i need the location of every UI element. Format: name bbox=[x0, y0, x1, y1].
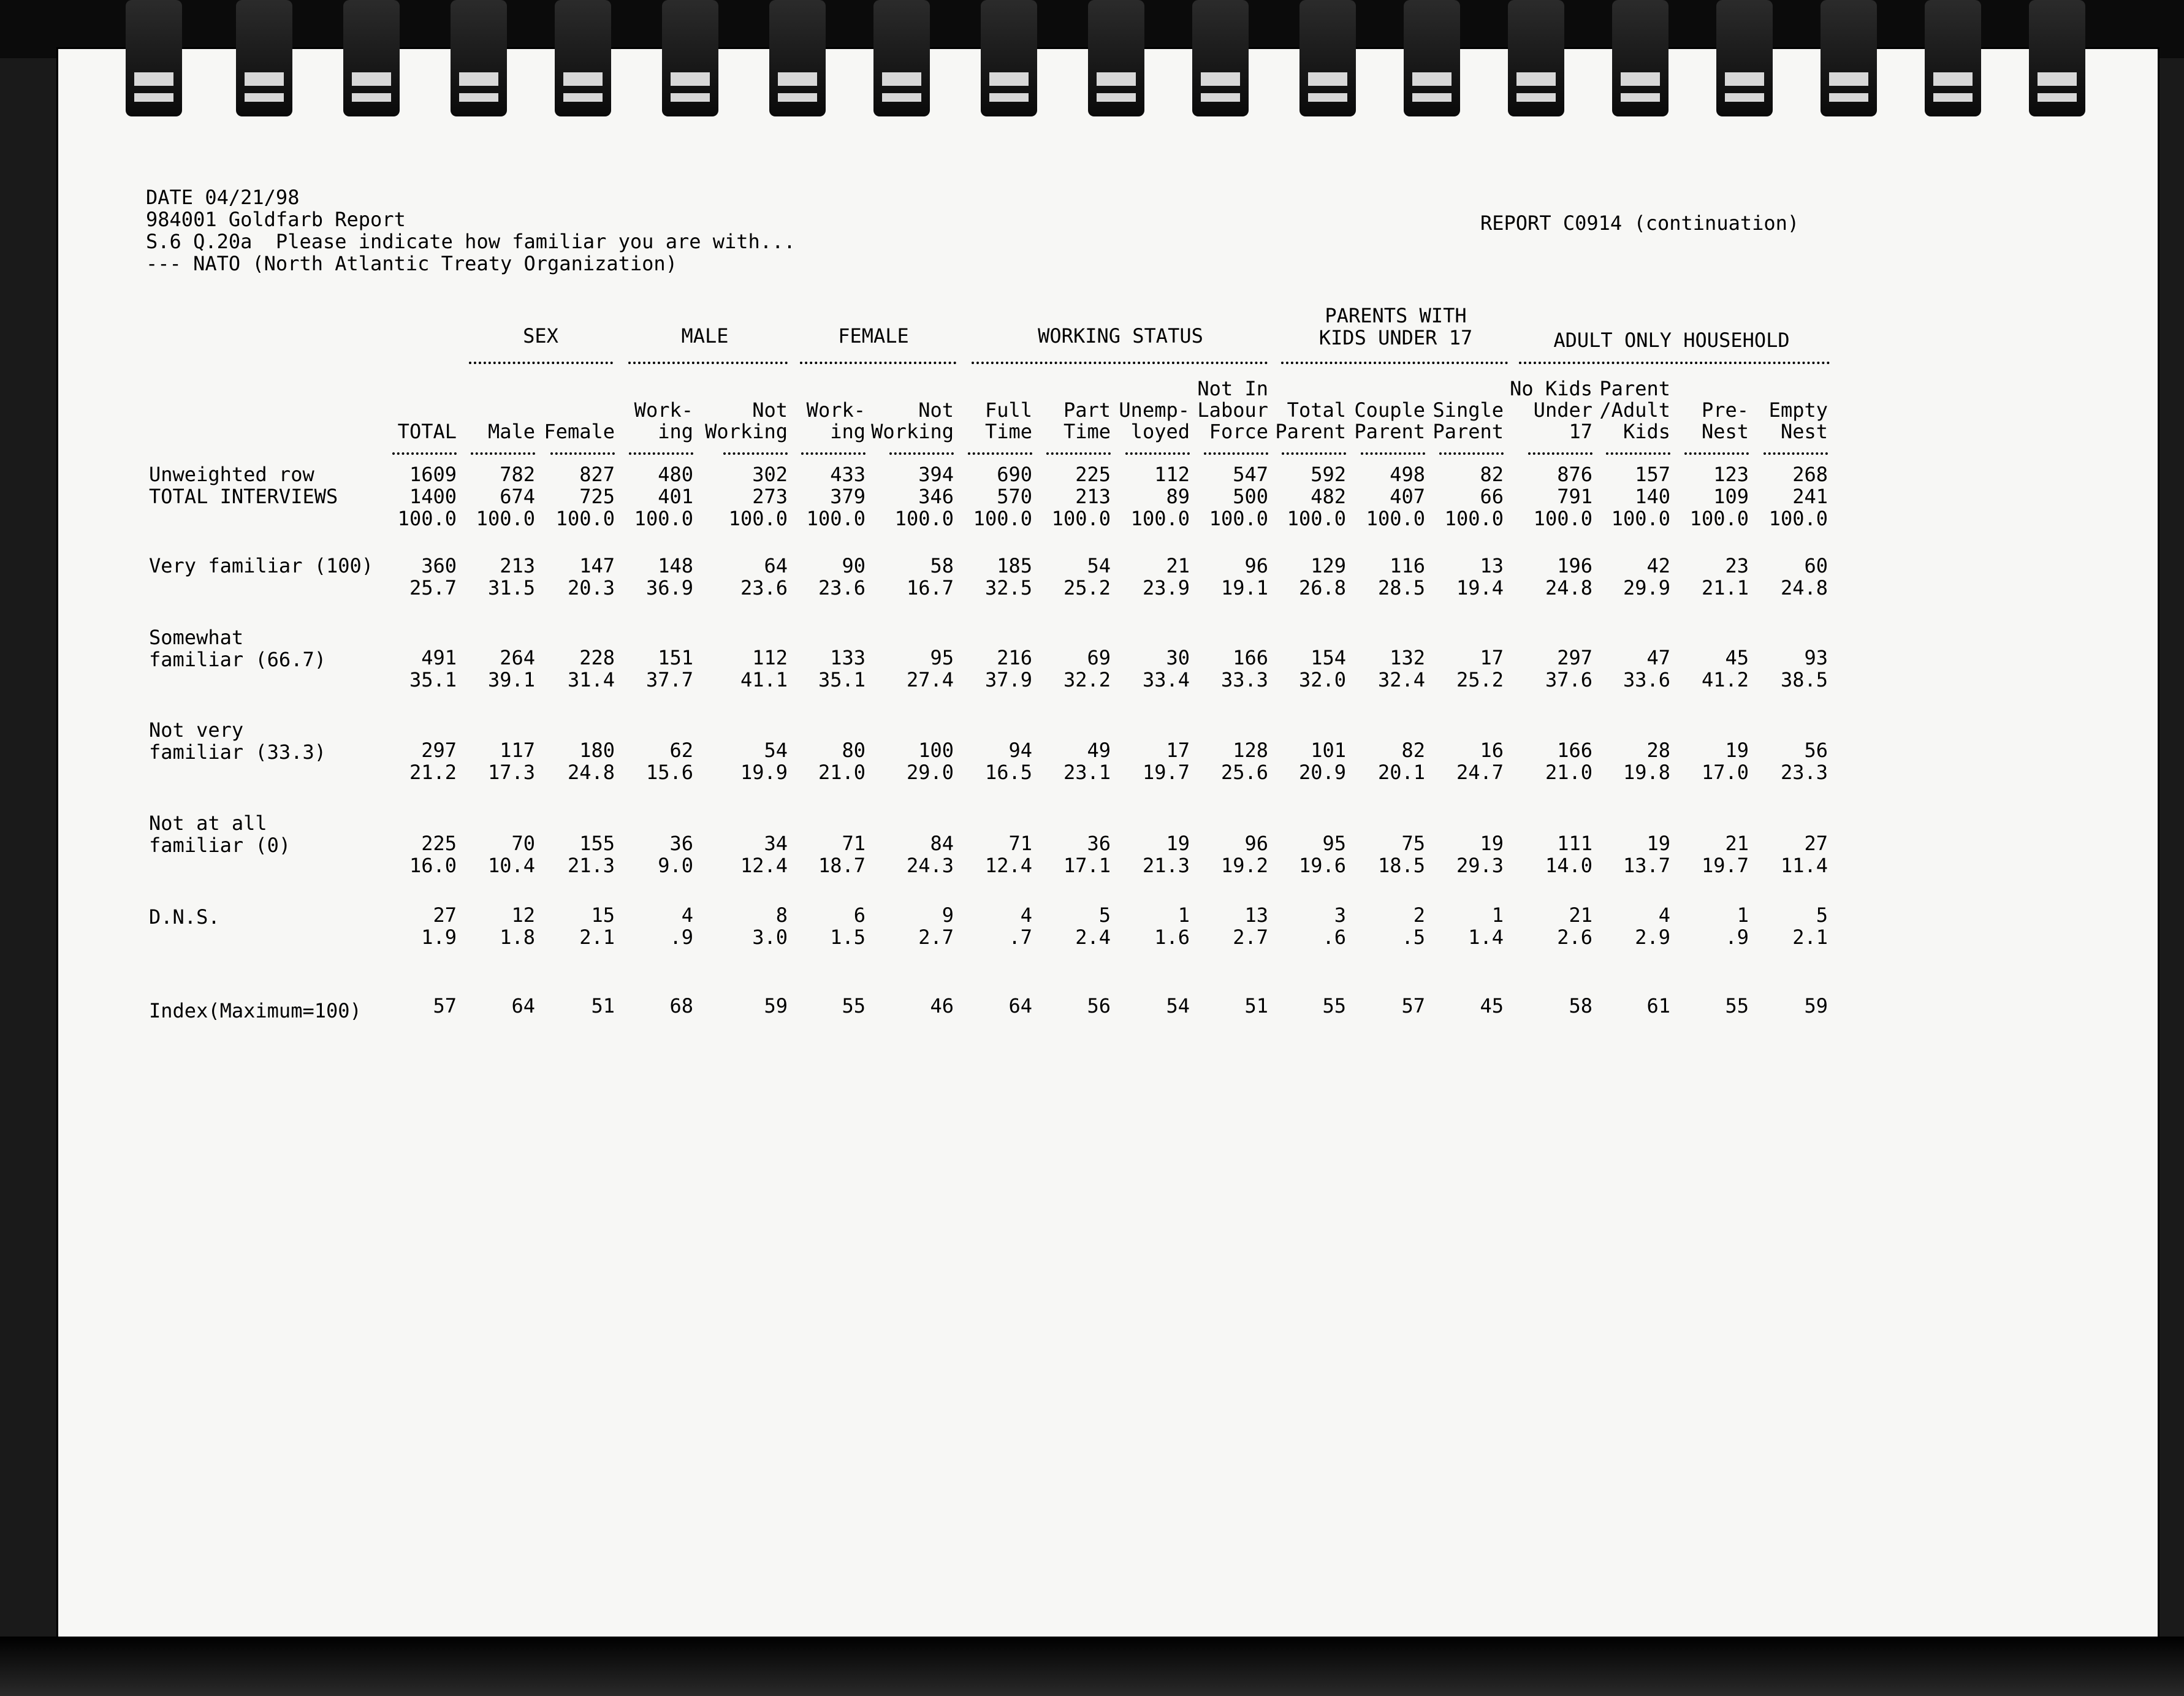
table-cell: 27 1.9 bbox=[421, 903, 457, 949]
table-cell: 128 25.6 bbox=[1220, 739, 1268, 784]
table-cell: 55 bbox=[1725, 994, 1749, 1017]
table-cell: 21 23.9 bbox=[1142, 554, 1190, 599]
column-underline bbox=[629, 452, 693, 455]
column-underline bbox=[1204, 452, 1268, 455]
table-cell: 60 24.8 bbox=[1780, 554, 1828, 599]
row-label: Index(Maximum=100) bbox=[149, 999, 362, 1022]
report-title: 984001 Goldfarb Report bbox=[146, 208, 406, 231]
table-cell: 5 2.1 bbox=[1792, 903, 1828, 949]
table-cell: 6 1.5 bbox=[830, 903, 866, 949]
table-cell: 96 19.1 bbox=[1220, 554, 1268, 599]
table-cell: 90 23.6 bbox=[818, 554, 866, 599]
table-cell: 827 725 100.0 bbox=[555, 463, 615, 530]
column-header: Female bbox=[544, 420, 615, 443]
table-cell: 51 bbox=[591, 994, 615, 1017]
table-cell: 264 39.1 bbox=[487, 646, 535, 691]
table-cell: 213 31.5 bbox=[487, 554, 535, 599]
column-underline bbox=[1684, 452, 1749, 455]
table-cell: 4 .9 bbox=[669, 903, 693, 949]
table-cell: 1609 1400 100.0 bbox=[397, 463, 457, 530]
table-cell: 498 407 100.0 bbox=[1366, 463, 1425, 530]
column-header: Couple Parent bbox=[1354, 398, 1425, 443]
column-header: Work- ing bbox=[806, 398, 866, 443]
table-cell: 17 19.7 bbox=[1142, 739, 1190, 784]
table-cell: 59 bbox=[764, 994, 788, 1017]
table-cell: 15 2.1 bbox=[579, 903, 615, 949]
table-cell: 394 346 100.0 bbox=[894, 463, 954, 530]
row-label: Unweighted row TOTAL INTERVIEWS bbox=[149, 463, 338, 508]
table-cell: 297 21.2 bbox=[409, 739, 457, 784]
table-cell: 360 25.7 bbox=[409, 554, 457, 599]
table-cell: 96 19.2 bbox=[1220, 832, 1268, 877]
column-underline bbox=[1606, 452, 1670, 455]
table-cell: 1 1.4 bbox=[1468, 903, 1504, 949]
table-cell: 123 109 100.0 bbox=[1689, 463, 1749, 530]
table-cell: 133 35.1 bbox=[818, 646, 866, 691]
column-underline bbox=[1361, 452, 1425, 455]
column-header: Parent /Adult Kids bbox=[1599, 377, 1670, 443]
report-header bbox=[146, 186, 796, 275]
table-cell: 216 37.9 bbox=[984, 646, 1032, 691]
table-cell: 23 21.1 bbox=[1701, 554, 1749, 599]
table-cell: 112 41.1 bbox=[740, 646, 788, 691]
table-cell: 95 27.4 bbox=[906, 646, 954, 691]
table-cell: 297 37.6 bbox=[1545, 646, 1592, 691]
table-cell: 49 23.1 bbox=[1063, 739, 1111, 784]
table-cell: 196 24.8 bbox=[1545, 554, 1592, 599]
table-cell: 70 10.4 bbox=[487, 832, 535, 877]
table-cell: 93 38.5 bbox=[1780, 646, 1828, 691]
column-header: Full Time bbox=[984, 398, 1032, 443]
table-cell: 147 20.3 bbox=[567, 554, 615, 599]
table-cell: 16 24.7 bbox=[1456, 739, 1504, 784]
table-cell: 13 2.7 bbox=[1233, 903, 1268, 949]
table-cell: 54 19.9 bbox=[740, 739, 788, 784]
column-header: Not In Labour Force bbox=[1197, 377, 1268, 443]
table-cell: 19 21.3 bbox=[1142, 832, 1190, 877]
column-group-label: FEMALE bbox=[838, 324, 909, 348]
table-cell: 84 24.3 bbox=[906, 832, 954, 877]
column-underline bbox=[550, 452, 615, 455]
column-group-label: SEX bbox=[523, 324, 558, 348]
table-cell: 19 17.0 bbox=[1701, 739, 1749, 784]
row-label: Not very familiar (33.3) bbox=[149, 718, 326, 764]
question-text: S.6 Q.20a Please indicate how familiar you are with... bbox=[146, 230, 796, 253]
table-cell: 56 bbox=[1087, 994, 1111, 1017]
column-group-label: PARENTS WITH KIDS UNDER 17 bbox=[1318, 304, 1473, 349]
column-group-label: ADULT ONLY HOUSEHOLD bbox=[1553, 329, 1790, 352]
group-underline bbox=[972, 362, 1268, 364]
column-underline bbox=[968, 452, 1032, 455]
table-cell: 64 bbox=[511, 994, 535, 1017]
table-cell: 45 41.2 bbox=[1701, 646, 1749, 691]
table-cell: 56 23.3 bbox=[1780, 739, 1828, 784]
table-cell: 166 21.0 bbox=[1545, 739, 1592, 784]
table-cell: 27 11.4 bbox=[1780, 832, 1828, 877]
table-cell: 71 18.7 bbox=[818, 832, 866, 877]
table-cell: 433 379 100.0 bbox=[806, 463, 866, 530]
column-underline bbox=[1282, 452, 1346, 455]
column-underline bbox=[1125, 452, 1190, 455]
table-cell: 51 bbox=[1244, 994, 1268, 1017]
report-id: REPORT C0914 (continuation) bbox=[1480, 211, 1800, 235]
table-cell: 42 29.9 bbox=[1623, 554, 1670, 599]
table-cell: 21 2.6 bbox=[1557, 903, 1592, 949]
table-cell: 228 31.4 bbox=[567, 646, 615, 691]
table-cell: 180 24.8 bbox=[567, 739, 615, 784]
table-cell: 111 14.0 bbox=[1545, 832, 1592, 877]
column-underline bbox=[801, 452, 866, 455]
table-cell: 36 17.1 bbox=[1063, 832, 1111, 877]
table-cell: 1 .9 bbox=[1725, 903, 1749, 949]
table-cell: 82 20.1 bbox=[1377, 739, 1425, 784]
table-cell: 157 140 100.0 bbox=[1611, 463, 1670, 530]
table-cell: 80 21.0 bbox=[818, 739, 866, 784]
table-cell: 54 bbox=[1166, 994, 1190, 1017]
row-label: Somewhat familiar (66.7) bbox=[149, 626, 326, 671]
table-cell: 47 33.6 bbox=[1623, 646, 1670, 691]
table-cell: 61 bbox=[1646, 994, 1670, 1017]
table-cell: 155 21.3 bbox=[567, 832, 615, 877]
table-cell: 690 570 100.0 bbox=[973, 463, 1032, 530]
table-cell: 28 19.8 bbox=[1623, 739, 1670, 784]
table-cell: 8 3.0 bbox=[752, 903, 788, 949]
table-cell: 55 bbox=[1322, 994, 1346, 1017]
table-cell: 58 bbox=[1569, 994, 1592, 1017]
table-cell: 151 37.7 bbox=[645, 646, 693, 691]
table-cell: 75 18.5 bbox=[1377, 832, 1425, 877]
column-underline bbox=[392, 452, 457, 455]
table-cell: 36 9.0 bbox=[658, 832, 693, 877]
table-cell: 64 bbox=[1008, 994, 1032, 1017]
table-cell: 19 29.3 bbox=[1456, 832, 1504, 877]
table-cell: 12 1.8 bbox=[500, 903, 535, 949]
table-cell: 82 66 100.0 bbox=[1444, 463, 1504, 530]
table-cell: 13 19.4 bbox=[1456, 554, 1504, 599]
table-cell: 480 401 100.0 bbox=[634, 463, 693, 530]
table-cell: 225 213 100.0 bbox=[1051, 463, 1111, 530]
table-cell: 46 bbox=[930, 994, 954, 1017]
column-header: Not Working bbox=[705, 398, 788, 443]
column-header: No Kids Under 17 bbox=[1510, 377, 1592, 443]
column-header: Not Working bbox=[871, 398, 954, 443]
row-label: D.N.S. bbox=[149, 905, 220, 929]
row-label: Not at all familiar (0) bbox=[149, 812, 291, 857]
group-underline bbox=[1519, 362, 1830, 364]
column-header: Single Parent bbox=[1433, 398, 1504, 443]
column-header: Unemp- loyed bbox=[1119, 398, 1190, 443]
column-group-label: WORKING STATUS bbox=[1038, 324, 1203, 348]
group-underline bbox=[469, 362, 613, 364]
column-group-label: MALE bbox=[681, 324, 729, 348]
table-cell: 68 bbox=[669, 994, 693, 1017]
column-underline bbox=[1528, 452, 1592, 455]
table-cell: 4 2.9 bbox=[1635, 903, 1670, 949]
table-cell: 5 2.4 bbox=[1075, 903, 1111, 949]
group-underline bbox=[628, 362, 788, 364]
column-underline bbox=[1439, 452, 1504, 455]
table-cell: 64 23.6 bbox=[740, 554, 788, 599]
table-cell: 94 16.5 bbox=[984, 739, 1032, 784]
table-cell: 112 89 100.0 bbox=[1130, 463, 1190, 530]
table-cell: 54 25.2 bbox=[1063, 554, 1111, 599]
table-cell: 4 .7 bbox=[1008, 903, 1032, 949]
column-header: Work- ing bbox=[634, 398, 693, 443]
table-cell: 45 bbox=[1480, 994, 1504, 1017]
question-item: --- NATO (North Atlantic Treaty Organization) bbox=[146, 252, 677, 275]
table-cell: 3 .6 bbox=[1322, 903, 1346, 949]
table-cell: 491 35.1 bbox=[409, 646, 457, 691]
table-cell: 268 241 100.0 bbox=[1768, 463, 1828, 530]
table-cell: 69 32.2 bbox=[1063, 646, 1111, 691]
table-cell: 166 33.3 bbox=[1220, 646, 1268, 691]
table-cell: 100 29.0 bbox=[906, 739, 954, 784]
table-cell: 62 15.6 bbox=[645, 739, 693, 784]
column-underline bbox=[1764, 452, 1828, 455]
group-underline bbox=[800, 362, 956, 364]
table-cell: 154 32.0 bbox=[1298, 646, 1346, 691]
table-cell: 1 1.6 bbox=[1154, 903, 1190, 949]
column-header: Pre- Nest bbox=[1701, 398, 1749, 443]
table-cell: 34 12.4 bbox=[740, 832, 788, 877]
column-underline bbox=[1046, 452, 1111, 455]
column-header: Part Time bbox=[1063, 398, 1111, 443]
table-cell: 9 2.7 bbox=[918, 903, 954, 949]
table-cell: 21 19.7 bbox=[1701, 832, 1749, 877]
table-cell: 19 13.7 bbox=[1623, 832, 1670, 877]
column-underline bbox=[889, 452, 954, 455]
column-header: Male bbox=[487, 420, 535, 443]
table-cell: 2 .5 bbox=[1401, 903, 1425, 949]
table-cell: 148 36.9 bbox=[645, 554, 693, 599]
table-cell: 129 26.8 bbox=[1298, 554, 1346, 599]
table-cell: 782 674 100.0 bbox=[476, 463, 535, 530]
column-header: TOTAL bbox=[397, 420, 457, 443]
column-underline bbox=[471, 452, 535, 455]
table-cell: 876 791 100.0 bbox=[1533, 463, 1592, 530]
table-cell: 547 500 100.0 bbox=[1209, 463, 1268, 530]
group-underline bbox=[1281, 362, 1508, 364]
report-date: DATE 04/21/98 bbox=[146, 186, 300, 209]
table-cell: 101 20.9 bbox=[1298, 739, 1346, 784]
table-cell: 57 bbox=[433, 994, 457, 1017]
table-cell: 71 12.4 bbox=[984, 832, 1032, 877]
table-cell: 55 bbox=[842, 994, 866, 1017]
table-cell: 59 bbox=[1804, 994, 1828, 1017]
table-cell: 185 32.5 bbox=[984, 554, 1032, 599]
row-label: Very familiar (100) bbox=[149, 554, 374, 577]
table-cell: 58 16.7 bbox=[906, 554, 954, 599]
table-cell: 132 32.4 bbox=[1377, 646, 1425, 691]
table-cell: 95 19.6 bbox=[1298, 832, 1346, 877]
column-header: Total Parent bbox=[1275, 398, 1346, 443]
column-underline bbox=[723, 452, 788, 455]
table-cell: 17 25.2 bbox=[1456, 646, 1504, 691]
table-cell: 30 33.4 bbox=[1142, 646, 1190, 691]
table-cell: 117 17.3 bbox=[487, 739, 535, 784]
table-cell: 116 28.5 bbox=[1377, 554, 1425, 599]
column-header: Empty Nest bbox=[1768, 398, 1828, 443]
table-cell: 302 273 100.0 bbox=[728, 463, 788, 530]
table-cell: 57 bbox=[1401, 994, 1425, 1017]
table-cell: 592 482 100.0 bbox=[1287, 463, 1346, 530]
table-cell: 225 16.0 bbox=[409, 832, 457, 877]
